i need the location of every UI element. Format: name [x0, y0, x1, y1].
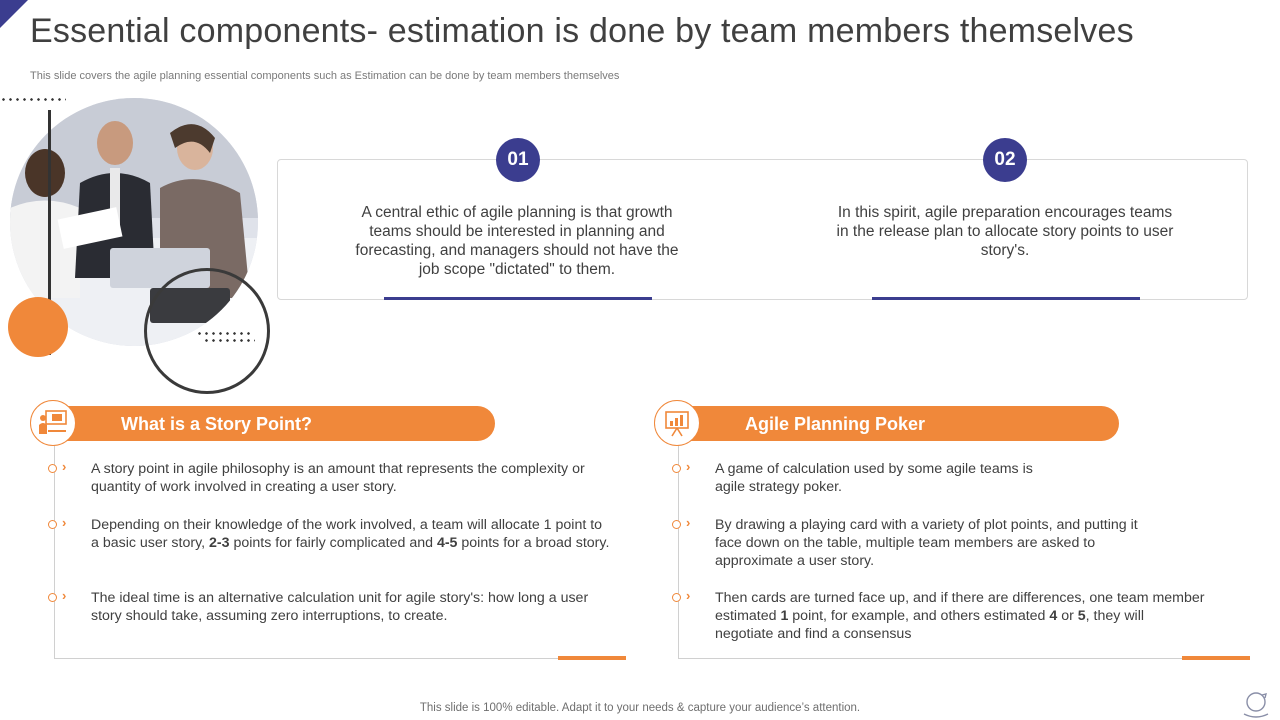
bullet-marker: [48, 593, 57, 602]
bullet-marker: [672, 464, 681, 473]
page-subtitle: This slide covers the agile planning essential components such as Estimation can be done by team members themselves: [30, 70, 620, 82]
panel-accent-line: [1182, 656, 1250, 660]
chevron-right-icon: ›: [686, 459, 691, 474]
accent-bar: [384, 297, 652, 300]
page-title: Essential components- estimation is done by team members themselves: [30, 12, 1134, 50]
bullet-marker: [672, 593, 681, 602]
point-text: In this spirit, agile preparation encourages teams in the release plan to allocate story points to user story's.: [836, 204, 1174, 259]
story-point-panel: [30, 400, 630, 670]
cycle-logo-icon: [1240, 690, 1272, 720]
panel-accent-line: [558, 656, 626, 660]
bullet-marker: [48, 520, 57, 529]
panel-heading: Agile Planning Poker: [745, 414, 926, 434]
bullet-text: A story point in agile philosophy is an amount that represents the complexity or quantity of work involved in creating a user story.: [91, 461, 585, 495]
decorative-dots: [203, 339, 255, 342]
bullet-marker: [48, 464, 57, 473]
bullet-marker: [672, 520, 681, 529]
presentation-icon: [30, 400, 76, 446]
bullet-text: The ideal time is an alternative calculation unit for agile story's: how long a user story should take, assuming zero interruptions, to create.: [91, 590, 589, 624]
decorative-orange-circle: [8, 297, 68, 357]
chart-board-icon: [654, 400, 700, 446]
panel-heading: What is a Story Point?: [121, 414, 313, 434]
decorative-dots: [0, 98, 66, 101]
chevron-right-icon: ›: [62, 588, 67, 603]
bullet-text: A game of calculation used by some agile teams is agile strategy poker.: [715, 461, 1033, 495]
bullet-text: Then cards are turned face up, and if there are differences, one team member estimated 1 point, for example, and others estimated 4 or 5, they will negotiate and find a consensus: [715, 590, 1205, 642]
panel-header: [684, 406, 1119, 441]
accent-bar: [872, 297, 1140, 300]
number-badge: 02: [983, 138, 1027, 182]
bullet-text: By drawing a playing card with a variety of plot points, and putting it face down on the table, multiple team members are asked to approximate a user story.: [715, 517, 1138, 569]
planning-poker-panel: [654, 400, 1254, 670]
chevron-right-icon: ›: [686, 588, 691, 603]
point-text: A central ethic of agile planning is that growth teams should be interested in planning and forecasting, and managers should not have the job scope "dictated" to them.: [355, 204, 679, 278]
number-badge: 01: [496, 138, 540, 182]
decorative-ring: [144, 268, 270, 394]
panel-header: [60, 406, 495, 441]
bullet-text: Depending on their knowledge of the work involved, a team will allocate 1 point to a basic user story, 2-3 points for fairly complicated and 4-5 points for a broad story.: [91, 517, 610, 551]
chevron-right-icon: ›: [62, 459, 67, 474]
decorative-dots: [196, 332, 254, 335]
chevron-right-icon: ›: [686, 515, 691, 530]
footer-note: This slide is 100% editable. Adapt it to your needs & capture your audience’s attention.: [419, 702, 861, 714]
corner-accent: [0, 0, 28, 28]
chevron-right-icon: ›: [62, 515, 67, 530]
